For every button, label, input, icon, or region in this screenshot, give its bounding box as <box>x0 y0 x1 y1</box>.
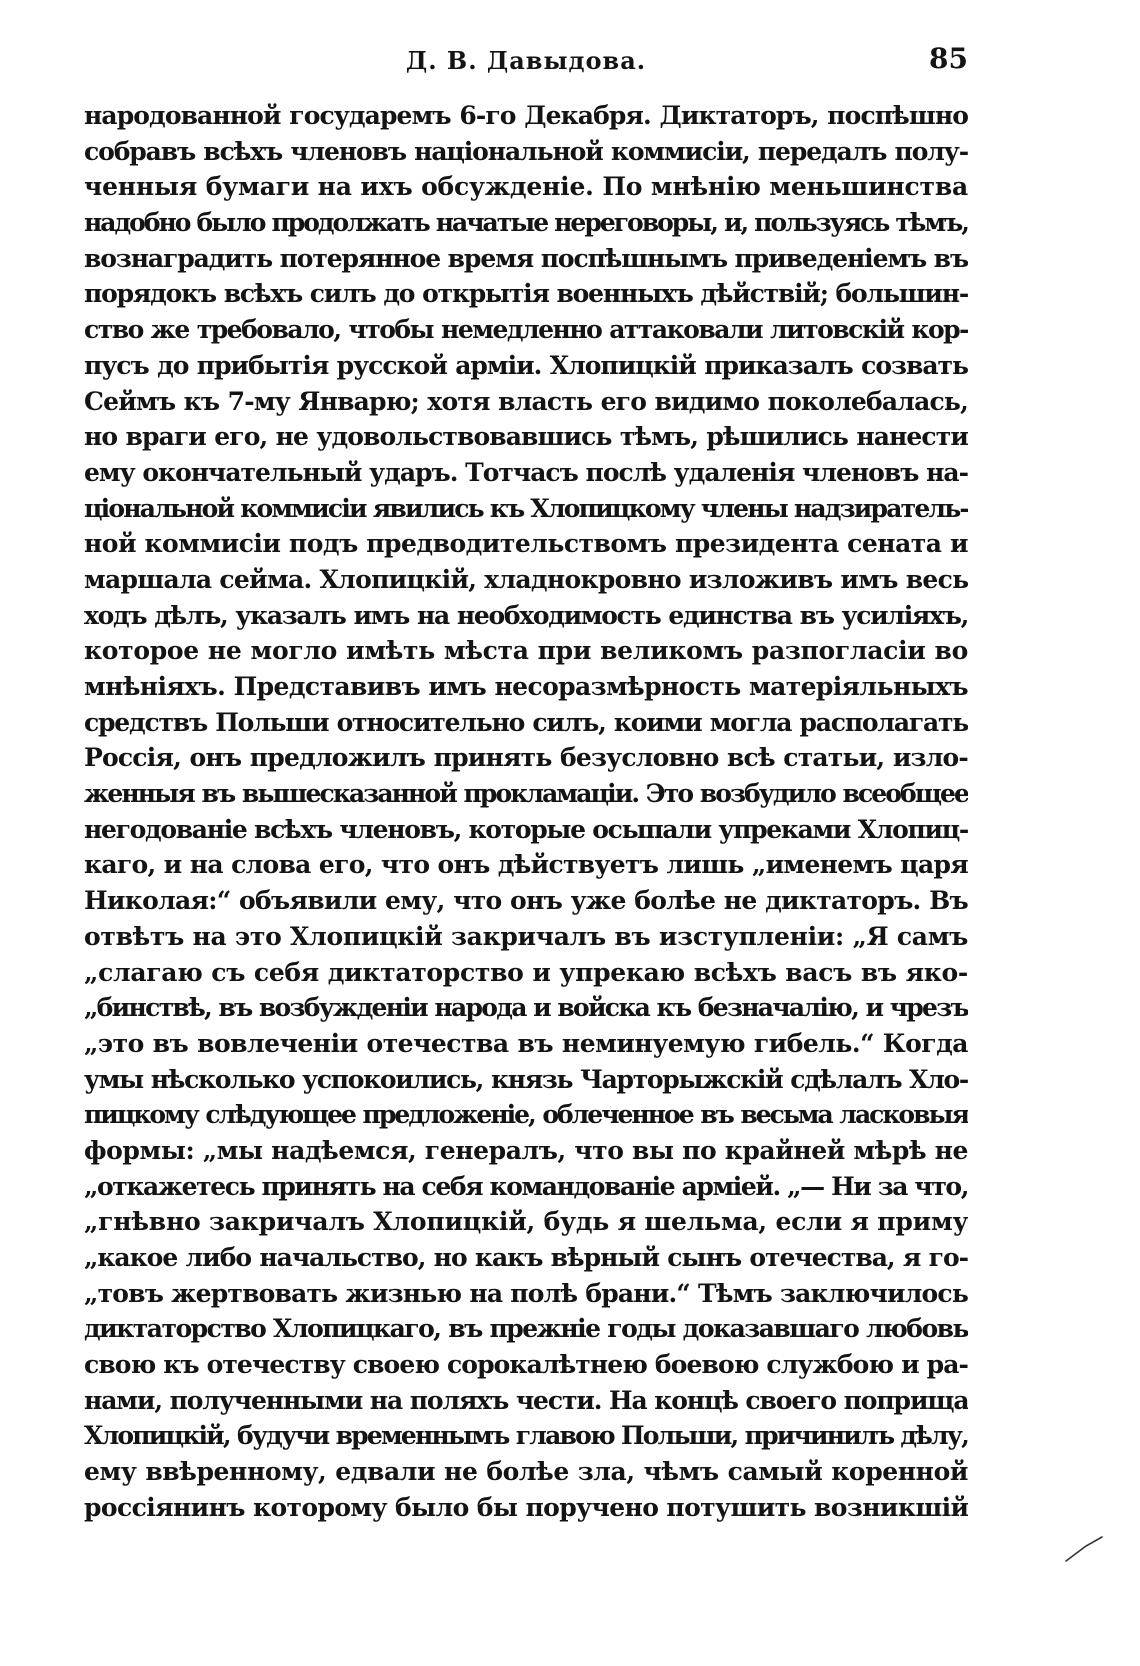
text-line: россіянинъ которому было бы поручено потушить возникшій <box>84 1492 968 1522</box>
text-line: пусъ до прибытія русской арміи. Хлопицкій приказалъ созвать <box>84 350 968 380</box>
running-title: Д. В. Давыдова. <box>405 46 647 75</box>
text-line: диктаторство Хлопицкаго, въ прежніе годы доказавшаго любовь <box>84 1314 968 1344</box>
text-line: порядокъ всѣхъ силъ до открытія военныхъ дѣйствій; большин- <box>84 279 968 309</box>
text-line: маршала сейма. Хлопицкій, хладнокровно изложивъ имъ весь <box>84 564 968 594</box>
text-line: „слагаю съ себя диктаторство и упрекаю всѣхъ васъ въ яко- <box>84 957 968 987</box>
running-header <box>84 40 968 80</box>
text-line: „это въ вовлеченіи отечества въ неминуемую гибель.“ Когда <box>84 1028 968 1058</box>
text-line: народованной государемъ 6-го Декабря. Диктаторъ, поспѣшно <box>84 101 968 130</box>
text-line: „бинствѣ, въ возбужденіи народа и войска къ безначалію, и чрезъ <box>84 993 968 1023</box>
text-line: „товъ жертвовать жизнью на полѣ брани.“ Тѣмъ заключилось <box>84 1278 968 1308</box>
page-number: 85 <box>929 42 968 75</box>
text-line: негодованіе всѣхъ членовъ, которые осыпали упреками Хлопиц- <box>84 814 968 844</box>
text-line: Сеймъ къ 7-му Январю; хотя власть его видимо поколебалась, <box>84 386 968 416</box>
text-line: нами, полученными на поляхъ чести. На концѣ своего поприща <box>84 1385 968 1415</box>
text-line: собравъ всѣхъ членовъ національной коммисіи, передалъ полу- <box>84 136 968 166</box>
text-line: вознаградить потерянное время поспѣшнымъ приведеніемъ въ <box>84 243 968 273</box>
text-line: Хлопицкій, будучи временнымъ главою Польши, причинилъ дѣлу, <box>84 1421 968 1451</box>
text-line: ходъ дѣлъ, указалъ имъ на необходимость единства въ усиліяхъ, <box>84 600 968 630</box>
text-line: ціональной коммисіи явились къ Хлопицкому члены надзиратель- <box>84 493 968 523</box>
pen-stroke-mark <box>1064 1534 1104 1564</box>
body-text <box>84 98 968 1526</box>
text-line: умы нѣсколько успокоились, князь Чарторыжскій сдѣлалъ Хло- <box>84 1064 968 1094</box>
text-line: Россія, онъ предложилъ принять безусловно всѣ статьи, изло- <box>84 743 968 773</box>
text-line: но враги его, не удовольствовавшись тѣмъ, рѣшились нанести <box>84 422 968 452</box>
text-line: средствъ Польши относительно силъ, коими могла располагать <box>84 707 968 737</box>
text-line: мнѣніяхъ. Представивъ имъ несоразмѣрность матеріяльныхъ <box>84 672 968 701</box>
text-line: Николая:“ объявили ему, что онъ уже болѣе не диктаторъ. Въ <box>84 886 968 916</box>
text-line: „откажетесь принять на себя командованіе арміей. „— Ни за что, <box>84 1171 968 1201</box>
text-line: ему окончательный ударъ. Тотчасъ послѣ удаленія членовъ на- <box>84 457 968 487</box>
text-line: каго, и на слова его, что онъ дѣйствуетъ лишь „именемъ царя <box>84 850 968 880</box>
text-line: отвѣтъ на это Хлопицкій закричалъ въ изступленіи: „Я самъ <box>84 921 968 951</box>
text-line: формы: „мы надѣемся, генералъ, что вы по крайней мѣрѣ не <box>84 1135 968 1165</box>
text-line: ченныя бумаги на ихъ обсужденіе. По мнѣнію меньшинства <box>84 172 968 202</box>
text-line: свою къ отечеству своею сорокалѣтнею боевою службою и ра- <box>84 1350 968 1380</box>
text-line: „гнѣвно закричалъ Хлопицкій, будь я шельма, если я приму <box>84 1207 968 1237</box>
text-line: ство же требовало, чтобы немедленно аттаковали литовскій кор- <box>84 315 968 345</box>
text-line: „какое либо начальство, но какъ вѣрный сынъ отечества, я го- <box>84 1243 968 1272</box>
text-line: надобно было продолжать начатые нереговоры, и, пользуясь тѣмъ, <box>84 208 968 238</box>
text-line: ной коммисіи подъ предводительствомъ президента сената и <box>84 529 968 559</box>
text-line: женныя въ вышесказанной прокламаціи. Это возбудило всеобщее <box>84 779 968 809</box>
text-line: пицкому слѣдующее предложеніе, облеченное въ весьма ласковыя <box>84 1100 968 1130</box>
text-line: которое не могло имѣть мѣста при великомъ разпогласіи во <box>84 636 968 666</box>
text-line: ему ввѣренному, едвали не болѣе зла, чѣмъ самый коренной <box>84 1457 968 1487</box>
